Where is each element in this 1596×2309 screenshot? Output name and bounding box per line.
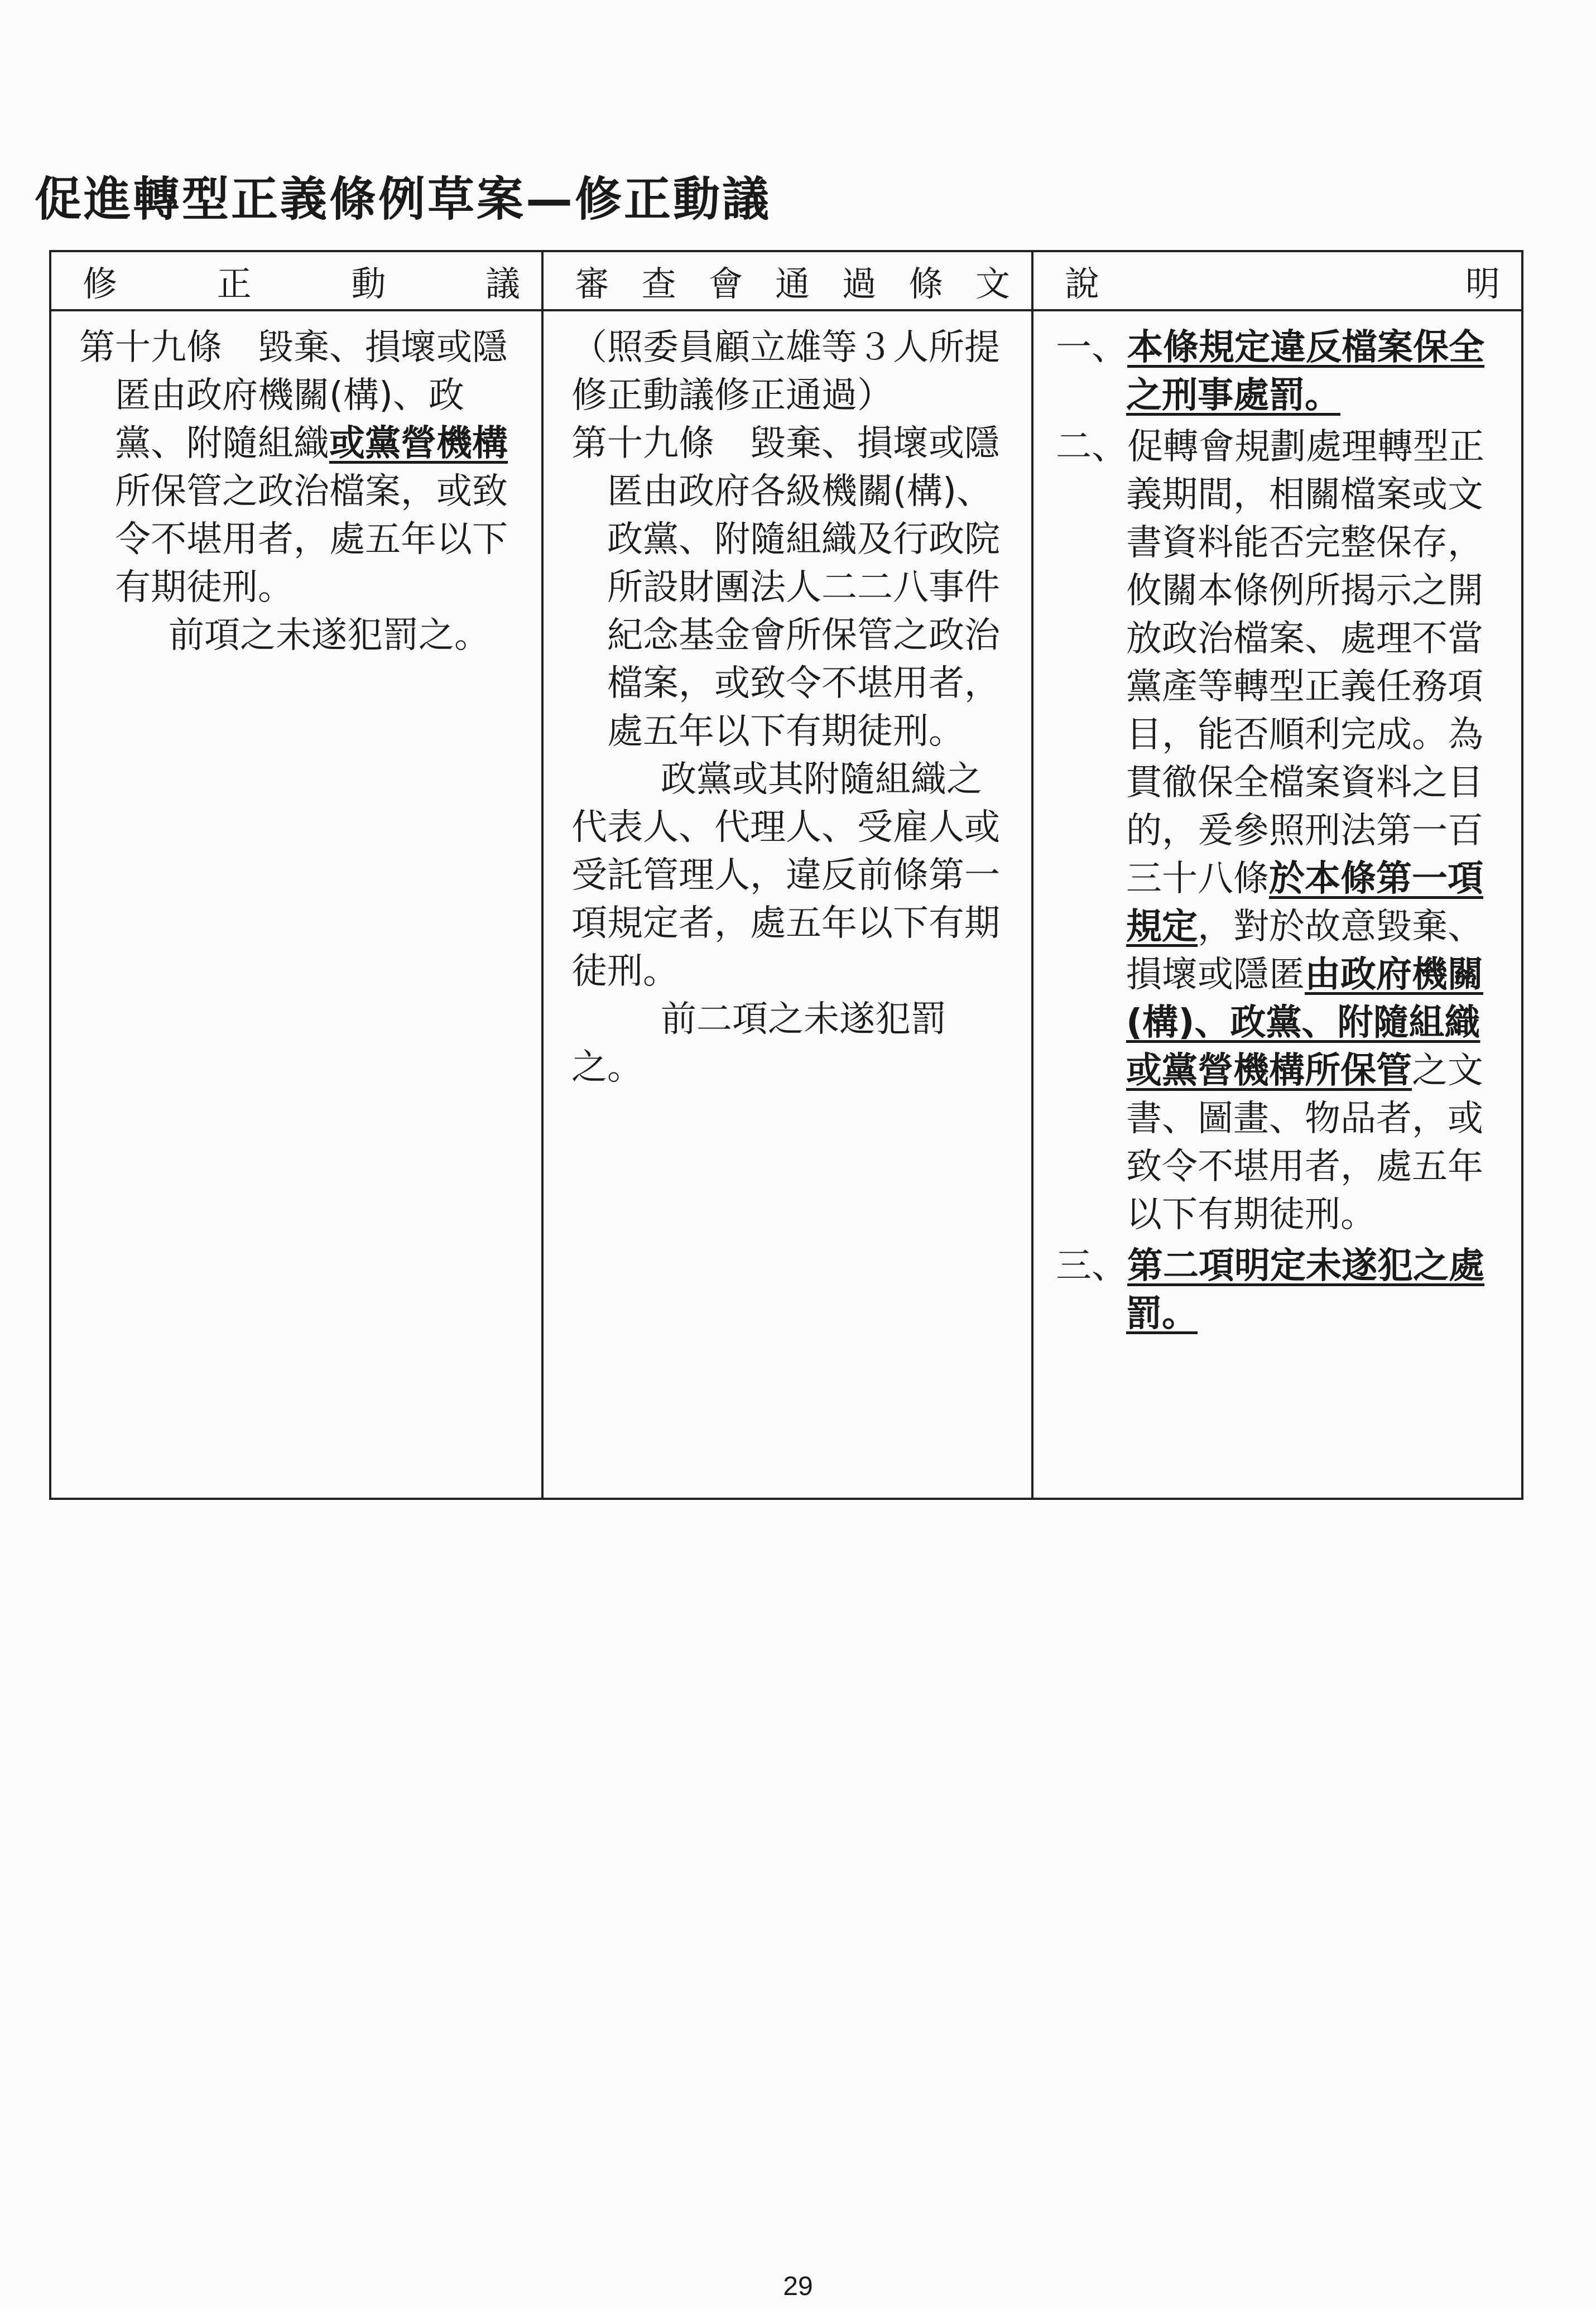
explanation-text-part: ，對於故意毀棄、損壞或隱匿 <box>1126 906 1483 995</box>
header-char: 過 <box>842 263 877 304</box>
explanation-item-1 <box>1056 324 1499 420</box>
header-char: 查 <box>641 263 676 304</box>
explanation-cell <box>1032 310 1522 1499</box>
explanation-emphasis: 於本條第一項規定 <box>1126 858 1483 947</box>
approved-article: 第十九條 毀棄、損壞或隱匿由政府各級機關(構)、政黨、附隨組織及行政院所設財團法人二二八事件紀念基金會所保管之政治檔案，或致令不堪用者，處五年以下有期徒刑。 <box>571 423 1000 752</box>
header-char: 會 <box>708 263 743 304</box>
header-char: 審 <box>575 263 610 304</box>
header-char: 明 <box>1465 263 1500 304</box>
table-header-row <box>50 251 1522 310</box>
explanation-item-3 <box>1056 1242 1499 1338</box>
explanation-emphasis: 由政府機關(構)、政黨、附隨組織或黨營機構所保管 <box>1126 954 1483 1091</box>
amendment-cell <box>50 310 542 1499</box>
header-char: 議 <box>485 263 520 304</box>
amendment-text-part: 第十九條 毀棄、損壞或隱匿由政府機關(構)、政黨、附隨組織 <box>79 327 508 464</box>
approved-paragraph-3: 前二項之未遂犯罰之。 <box>571 999 946 1088</box>
header-label <box>51 252 541 309</box>
amendment-text-part: 所保管之政治檔案，或致令不堪用者，處五年以下有期徒刑。 <box>115 471 508 608</box>
header-char: 正 <box>217 263 252 304</box>
table-body-row <box>50 310 1522 1499</box>
explanation-text-part: 促轉會規劃處理轉型正義期間，相關檔案或文書資料能否完整保存，攸關本條例所揭示之開放政治檔案、處理不當黨產等轉型正義任務項目，能否順利完成。為貫徹保全檔案資料之目的，爰參照刑法第一百三十八條 <box>1126 426 1484 899</box>
header-char: 文 <box>975 263 1010 304</box>
item-number: 三、 <box>1056 1245 1127 1287</box>
amendment-paragraph-2: 前項之未遂犯罰之。 <box>169 615 490 656</box>
item-number: 二、 <box>1056 426 1127 468</box>
explanation-item-2 <box>1056 423 1499 1239</box>
explanation-emphasis: 本條規定違反檔案保全之刑事處罰。 <box>1126 327 1484 416</box>
page-title: 促進轉型正義條例草案—修正動議 <box>35 172 772 227</box>
approval-note: （照委員顧立雄等３人所提修正動議修正通過） <box>571 327 1000 416</box>
header-label <box>1033 252 1521 309</box>
header-char: 動 <box>351 263 386 304</box>
header-char: 修 <box>83 263 118 304</box>
amendment-article <box>79 324 519 612</box>
header-label <box>544 252 1031 309</box>
header-char: 通 <box>775 263 810 304</box>
item-number: 一、 <box>1056 327 1127 368</box>
header-explanation <box>1032 251 1522 310</box>
comparison-table <box>49 250 1523 1500</box>
amendment-emphasis: 或黨營機構 <box>329 423 508 464</box>
header-amendment <box>50 251 542 310</box>
approved-paragraph-2: 政黨或其附隨組織之代表人、代理人、受雇人或受託管理人，違反前條第一項規定者，處五年以下有期徒刑。 <box>571 759 1000 992</box>
header-approved-text <box>542 251 1032 310</box>
approved-text-cell <box>542 310 1032 1499</box>
header-char: 條 <box>908 263 944 304</box>
explanation-emphasis: 第二項明定未遂犯之處罰。 <box>1126 1245 1484 1335</box>
page-number: 29 <box>783 2272 813 2301</box>
explanation-text-part: 之文書、圖畫、物品者，或致令不堪用者，處五年以下有期徒刑。 <box>1126 1050 1483 1235</box>
header-char: 說 <box>1065 263 1100 304</box>
